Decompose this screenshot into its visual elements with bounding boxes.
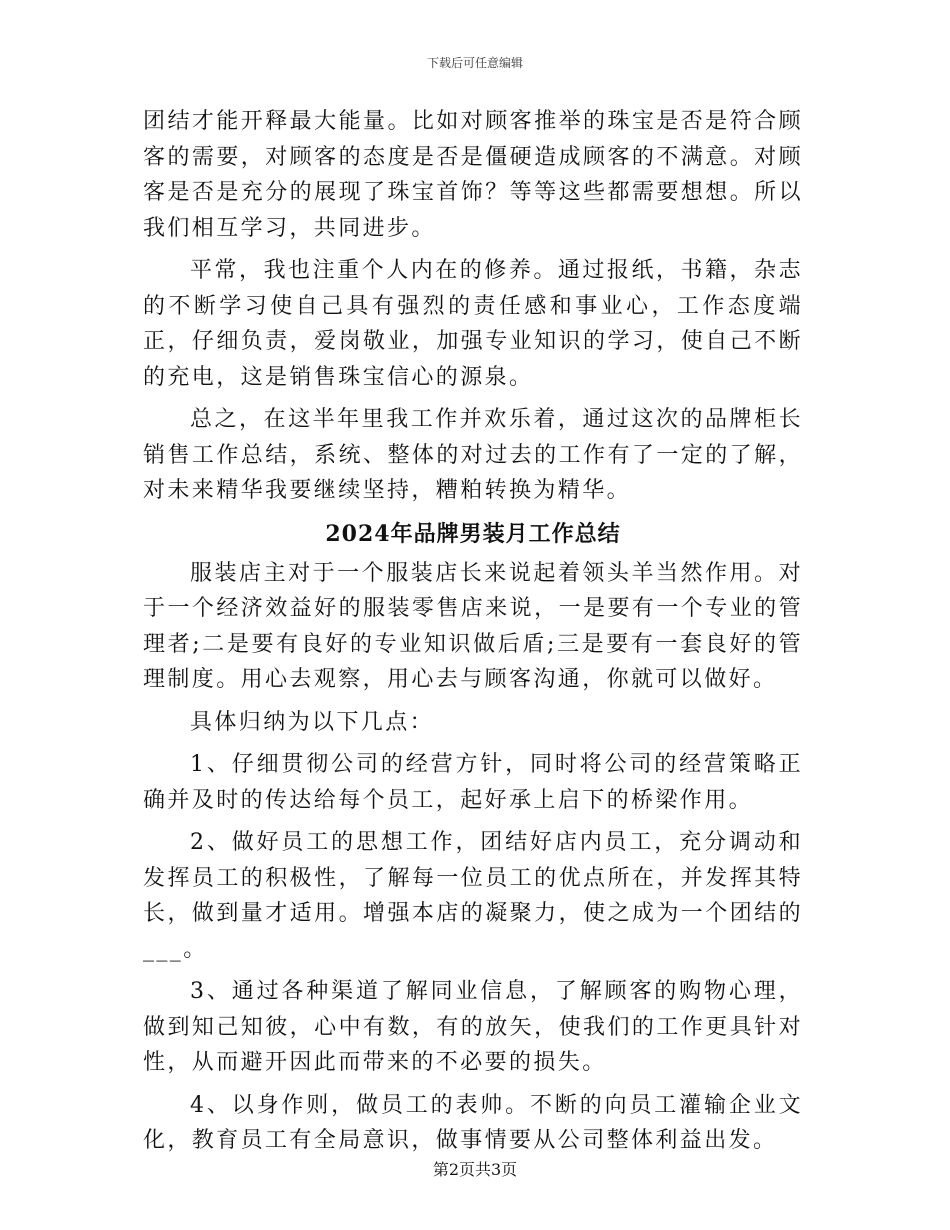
paragraph-continued: 团结才能开释最大能量。比如对顾客推举的珠宝是否是符合顾客的需要，对顾客的态度是否是僵硬造成顾客的不满意。对顾客是否是充分的展现了珠宝首饰？等等这些都需要想想。所以我们相互学习，共同进步。: [143, 109, 803, 241]
paragraph-conclusion: 总之，在这半年里我工作并欢乐着，通过这次的品牌柜长销售工作总结，系统、整体的对过去的工作有了一定的了解，对未来精华我要继续坚持，糟粕转换为精华。: [143, 407, 803, 503]
section-heading: 2024年品牌男装月工作总结: [325, 520, 621, 547]
page-number: 第2页共3页: [432, 1160, 518, 1179]
list-item-4: 4、以身作则，做员工的表帅。不断的向员工灌输企业文化，教育员工有全局意识，做事情要从公司整体利益出发。: [143, 1092, 803, 1153]
list-item-1: 1、仔细贯彻公司的经营方针，同时将公司的经营策略正确并及时的传达给每个员工，起好承上启下的桥梁作用。: [143, 752, 803, 813]
list-item-3: 3、通过各种渠道了解同业信息，了解顾客的购物心理，做到知己知彼，心中有数，有的放矢，使我们的工作更具针对性，从而避开因此而带来的不必要的损失。: [143, 979, 803, 1075]
paragraph-self-cultivation: 平常，我也注重个人内在的修养。通过报纸，书籍，杂志的不断学习使自己具有强烈的责任感和事业心，工作态度端正，仔细负责，爱岗敬业，加强专业知识的学习，使自己不断的充电，这是销售珠宝信心的源泉。: [143, 258, 803, 390]
list-item-2: 2、做好员工的思想工作，团结好店内员工，充分调动和发挥员工的积极性，了解每一位员工的优点所在，并发挥其特长，做到量才适用。增强本店的凝聚力，使之成为一个团结的___。: [143, 830, 803, 962]
paragraph-intro: 服装店主对于一个服装店长来说起着领头羊当然作用。对于一个经济效益好的服装零售店来说，一是要有一个专业的管理者;二是要有良好的专业知识做后盾;三是要有一套良好的管理制度。用心去观察，用心去与顾客沟通，你就可以做好。: [143, 560, 803, 692]
document-body: [143, 104, 803, 1166]
paragraph-summary-lead: 具体归纳为以下几点：: [190, 709, 435, 735]
page-header-note: 下载后可任意编辑: [426, 56, 523, 70]
